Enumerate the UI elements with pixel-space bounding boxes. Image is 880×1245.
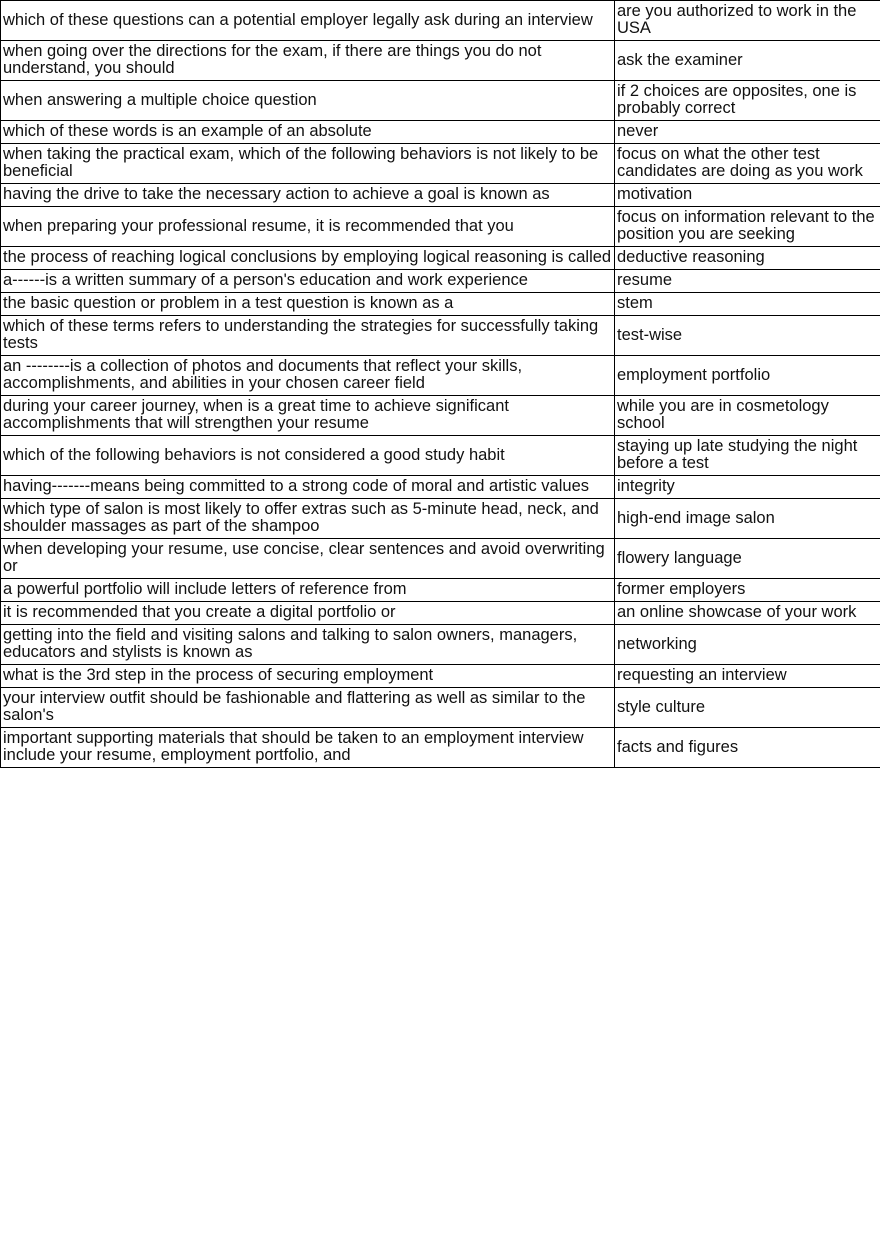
question-cell: a------is a written summary of a person's education and work experience [1, 270, 615, 293]
answer-cell: ask the examiner [615, 41, 880, 81]
question-cell: which of these questions can a potential employer legally ask during an interview [1, 1, 615, 41]
table-row [1, 602, 880, 625]
question-cell: when taking the practical exam, which of the following behaviors is not likely to be beneficial [1, 144, 615, 184]
answer-cell: requesting an interview [615, 665, 880, 688]
question-cell: when answering a multiple choice question [1, 81, 615, 121]
question-cell: having-------means being committed to a strong code of moral and artistic values [1, 476, 615, 499]
question-cell: a powerful portfolio will include letters of reference from [1, 579, 615, 602]
answer-cell: integrity [615, 476, 880, 499]
question-cell: which of the following behaviors is not considered a good study habit [1, 436, 615, 476]
answer-cell: style culture [615, 688, 880, 728]
table-row [1, 247, 880, 270]
answer-cell: focus on information relevant to the position you are seeking [615, 207, 880, 247]
table-row [1, 41, 880, 81]
question-cell: when going over the directions for the exam, if there are things you do not understand, you should [1, 41, 615, 81]
answer-cell: facts and figures [615, 728, 880, 768]
answer-cell: stem [615, 293, 880, 316]
question-cell: which of these words is an example of an absolute [1, 121, 615, 144]
answer-cell: motivation [615, 184, 880, 207]
answer-cell: resume [615, 270, 880, 293]
answer-cell: networking [615, 625, 880, 665]
table-row [1, 184, 880, 207]
answer-cell: if 2 choices are opposites, one is probably correct [615, 81, 880, 121]
table-row [1, 293, 880, 316]
table-row [1, 476, 880, 499]
answer-cell: flowery language [615, 539, 880, 579]
question-cell: the process of reaching logical conclusions by employing logical reasoning is called [1, 247, 615, 270]
question-cell: important supporting materials that should be taken to an employment interview include your resume, employment portfolio, and [1, 728, 615, 768]
table-row [1, 270, 880, 293]
question-cell: which type of salon is most likely to offer extras such as 5-minute head, neck, and shoulder massages as part of the shampoo [1, 499, 615, 539]
question-cell: your interview outfit should be fashionable and flattering as well as similar to the salon's [1, 688, 615, 728]
table-row [1, 316, 880, 356]
question-cell: it is recommended that you create a digital portfolio or [1, 602, 615, 625]
answer-cell: deductive reasoning [615, 247, 880, 270]
question-cell: what is the 3rd step in the process of securing employment [1, 665, 615, 688]
answer-cell: never [615, 121, 880, 144]
question-cell: an --------is a collection of photos and documents that reflect your skills, accomplishments, and abilities in your chosen career field [1, 356, 615, 396]
answer-cell: former employers [615, 579, 880, 602]
table-row [1, 436, 880, 476]
question-cell: when preparing your professional resume, it is recommended that you [1, 207, 615, 247]
flashcard-rows [1, 1, 880, 768]
answer-cell: high-end image salon [615, 499, 880, 539]
table-row [1, 688, 880, 728]
table-row [1, 579, 880, 602]
table-row [1, 1, 880, 41]
question-cell: having the drive to take the necessary action to achieve a goal is known as [1, 184, 615, 207]
table-row [1, 396, 880, 436]
answer-cell: focus on what the other test candidates are doing as you work [615, 144, 880, 184]
answer-cell: are you authorized to work in the USA [615, 1, 880, 41]
table-row [1, 539, 880, 579]
question-cell: which of these terms refers to understanding the strategies for successfully taking tests [1, 316, 615, 356]
table-row [1, 144, 880, 184]
question-cell: when developing your resume, use concise, clear sentences and avoid overwriting or [1, 539, 615, 579]
answer-cell: test-wise [615, 316, 880, 356]
question-cell: during your career journey, when is a great time to achieve significant accomplishments that will strengthen your resume [1, 396, 615, 436]
question-cell: getting into the field and visiting salons and talking to salon owners, managers, educators and stylists is known as [1, 625, 615, 665]
answer-cell: employment portfolio [615, 356, 880, 396]
answer-cell: while you are in cosmetology school [615, 396, 880, 436]
question-cell: the basic question or problem in a test question is known as a [1, 293, 615, 316]
answer-cell: an online showcase of your work [615, 602, 880, 625]
table-row [1, 665, 880, 688]
answer-cell: staying up late studying the night before a test [615, 436, 880, 476]
table-row [1, 121, 880, 144]
table-row [1, 625, 880, 665]
table-row [1, 356, 880, 396]
table-row [1, 728, 880, 768]
table-row [1, 207, 880, 247]
table-row [1, 499, 880, 539]
table-row [1, 81, 880, 121]
